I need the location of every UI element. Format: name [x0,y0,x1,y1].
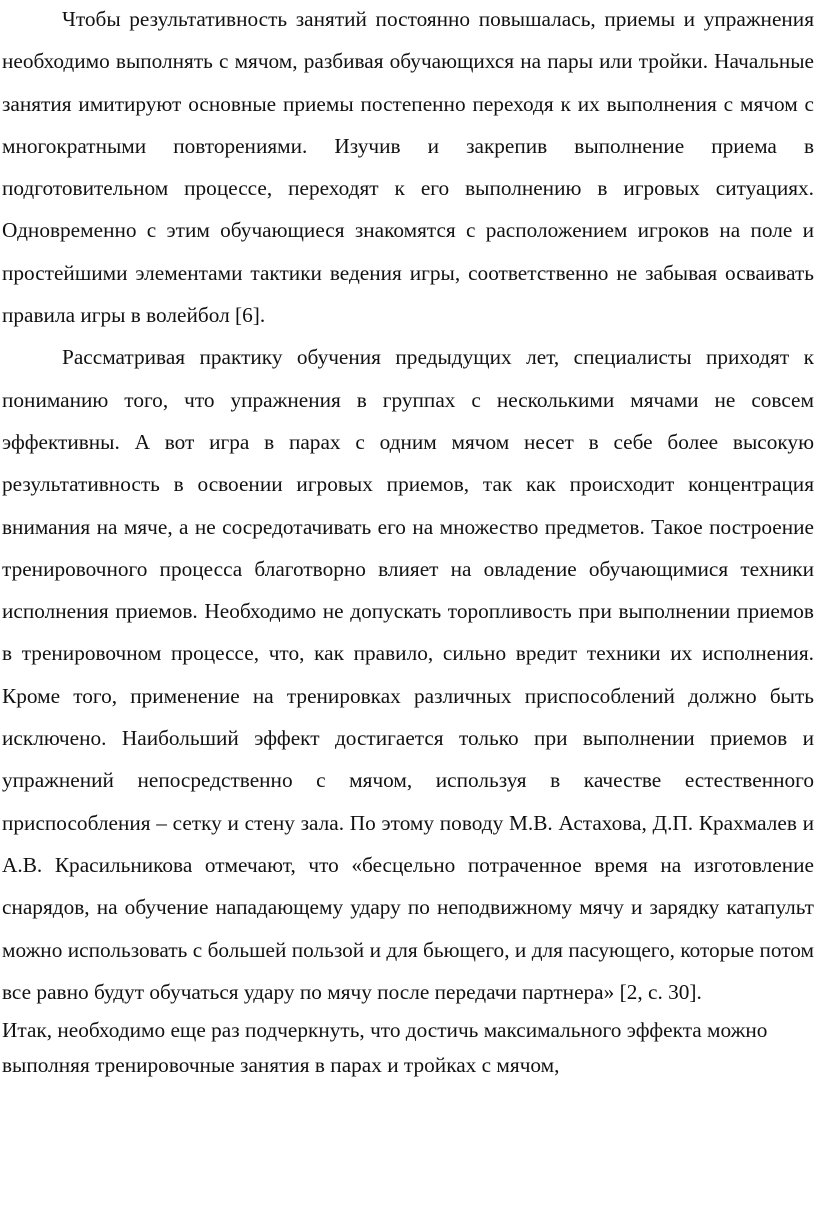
paragraph-1: Чтобы результативность занятий постоянно повышалась, приемы и упражнения необходимо выполнять с мячом, разбивая обучающихся на пары или тройки. Начальные занятия имитируют основные приемы постепенно переходя к их выполнения с мячом с многократными повторениями. Изучив и закрепив выполнение приема в подготовительном процессе, переходят к его выполнению в игровых ситуациях. Одновременно с этим обучающиеся знакомятся с расположением игроков на поле и простейшими элементами тактики ведения игры, соответственно не забывая осваивать правила игры в волейбол [6]. [2,7,814,328]
paragraph-2: Рассматривая практику обучения предыдущих лет, специалисты приходят к пониманию того, что упражнения в группах с несколькими мячами не совсем эффективны. А вот игра в парах с одним мячом несет в себе более высокую результативность в освоении игровых приемов, так как происходит концентрация внимания на мяче, а не сосредотачивать его на множество предметов. Такое построение тренировочного процесса благотворно влияет на овладение обучающимися техники исполнения приемов. Необходимо не допускать торопливость при выполнении приемов в тренировочном процессе, что, как правило, сильно вредит техники их исполнения. Кроме того, применение на тренировках различных приспособлений должно быть исключено. Наибольший эффект достигается только при выполнении приемов и упражнений непосредственно с мячом, используя в качестве естественного приспособления – сетку и стену зала. По этому поводу М.В. Астахова, Д.П. Крахмалев и А.В. Красильникова отмечают, что «бесцельно потраченное время на изготовление снарядов, на обучение нападающему удару по неподвижному мячу и зарядку катапульт можно использовать с большей пользой и для бьющего, и для пасующего, которые потом все равно будут обучаться удару по мячу после передачи партнера» [2, с. 30]. [2,345,814,1004]
paragraph-3: Итак, необходимо еще раз подчеркнуть, что достичь максимального эффекта можно выполняя тренировочные занятия в парах и тройках с мячом, [2,1018,768,1078]
